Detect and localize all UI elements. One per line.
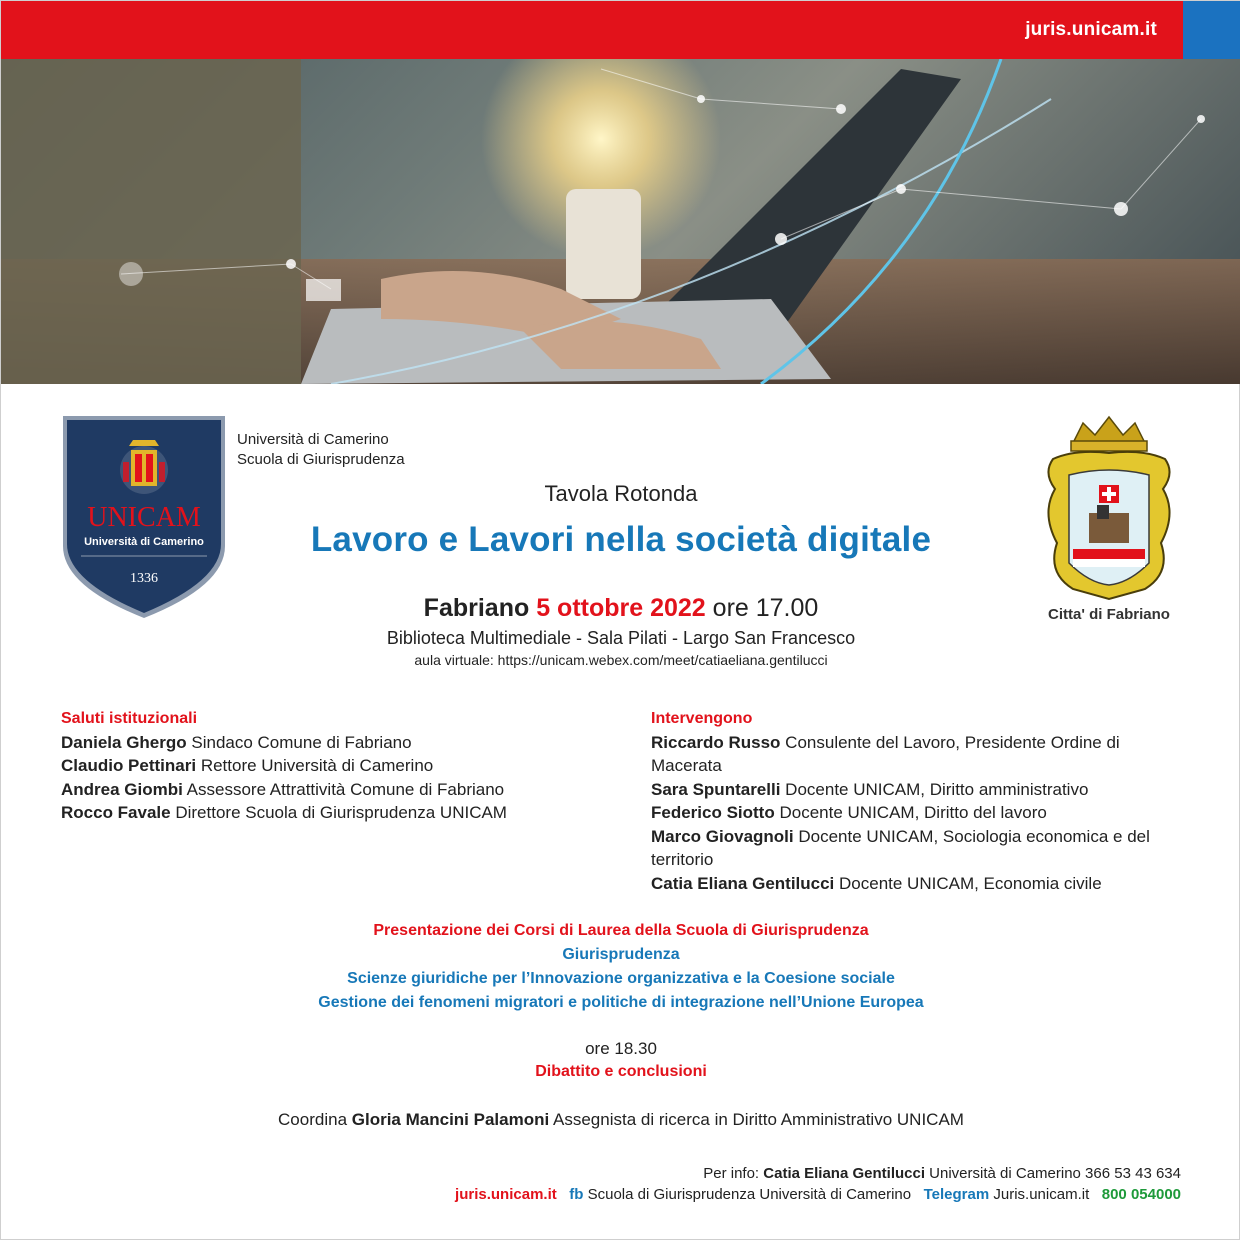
unicam-logo xyxy=(63,416,225,618)
info-prefix: Per info: xyxy=(703,1165,760,1182)
list-item xyxy=(61,731,621,755)
person-role: Consulente del Lavoro, Presidente Ordine di Macerata xyxy=(651,732,1120,775)
event-dateline xyxy=(1,594,1240,623)
unicam-subtitle: Università di Camerino xyxy=(84,536,204,548)
crown-icon xyxy=(1071,417,1147,451)
info-line xyxy=(703,1165,1181,1182)
event-venue: Biblioteca Multimediale - Sala Pilati - Largo San Francesco xyxy=(386,628,856,648)
course-item: Gestione dei fenomeni migratori e politiche di integrazione nell’Unione Europea xyxy=(318,994,924,1011)
intervengono-section xyxy=(651,707,1151,895)
hero-image xyxy=(1,59,1240,384)
web-link[interactable]: juris.unicam.it xyxy=(455,1186,557,1203)
hero-illustration xyxy=(1,59,1240,384)
person-name: Catia Eliana Gentilucci xyxy=(651,873,835,893)
person-role: Docente UNICAM, Diritto del lavoro xyxy=(779,803,1047,822)
person-name: Claudio Pettinari xyxy=(61,756,197,775)
coordinator-line xyxy=(1,1110,1240,1130)
person-name: Rocco Favale xyxy=(61,803,171,822)
institution-line-1: Università di Camerino xyxy=(237,431,389,448)
list-item xyxy=(651,731,1151,778)
telegram-link[interactable]: Juris.unicam.it xyxy=(993,1186,1090,1203)
info-contact: Università di Camerino 366 53 43 634 xyxy=(929,1165,1181,1182)
person-role: Rettore Università di Camerino xyxy=(200,756,434,775)
coordinator-prefix: Coordina xyxy=(278,1110,348,1129)
course-item: Giurisprudenza xyxy=(562,946,680,963)
unicam-wordmark: UNICAM xyxy=(87,502,201,533)
coordinator-name: Gloria Mancini Palamoni xyxy=(351,1110,550,1129)
event-title: Lavoro e Lavori nella società digitale xyxy=(310,520,932,559)
list-item xyxy=(61,801,621,825)
closing-time: ore 18.30 xyxy=(585,1039,657,1058)
person-name: Riccardo Russo xyxy=(651,732,781,752)
facebook-label: fb xyxy=(569,1186,584,1203)
fabriano-caption: Citta' di Fabriano xyxy=(1048,606,1170,623)
list-item xyxy=(651,801,1151,825)
person-role: Sindaco Comune di Fabriano xyxy=(191,732,412,752)
top-blue-block xyxy=(1183,1,1240,59)
institution-line-2: Scuola di Giurisprudenza xyxy=(237,451,405,468)
event-kind: Tavola Rotonda xyxy=(544,481,698,506)
person-name: Andrea Giombi xyxy=(61,779,183,799)
list-item xyxy=(651,872,1151,896)
facebook-link[interactable]: Scuola di Giurisprudenza Università di Camerino xyxy=(587,1186,912,1203)
person-role: Direttore Scuola di Giurisprudenza UNICAM xyxy=(175,803,507,822)
presentazione-heading: Presentazione dei Corsi di Laurea della Scuola di Giurisprudenza xyxy=(373,922,869,939)
fabriano-crest-logo xyxy=(1033,413,1185,623)
person-name: Sara Spuntarelli xyxy=(651,779,781,799)
saluti-section xyxy=(61,707,621,825)
phone-number: 800 054000 xyxy=(1101,1186,1181,1203)
list-item xyxy=(61,778,621,802)
contacts-line xyxy=(455,1186,1181,1203)
person-role: Assessore Attrattività Comune di Fabriano xyxy=(186,779,505,799)
event-date: 5 ottobre 2022 xyxy=(536,594,706,622)
top-red-bar xyxy=(1,1,1183,59)
institution-name xyxy=(237,430,405,470)
person-role: Docente UNICAM, Sociologia economica e del territorio xyxy=(651,826,1150,869)
person-role: Docente UNICAM, Economia civile xyxy=(839,873,1102,893)
list-item xyxy=(61,754,621,778)
coordinator-role: Assegnista di ricerca in Diritto Amministrativo UNICAM xyxy=(553,1110,964,1129)
event-time: ore 17.00 xyxy=(712,594,819,622)
person-name: Daniela Ghergo xyxy=(61,732,187,752)
closing-label: Dibattito e conclusioni xyxy=(535,1063,707,1080)
person-name: Marco Giovagnoli xyxy=(651,826,794,846)
saluti-heading: Saluti istituzionali xyxy=(61,710,198,727)
site-url-link[interactable]: juris.unicam.it xyxy=(1025,19,1157,40)
course-item: Scienze giuridiche per l’Innovazione organizzativa e la Coesione sociale xyxy=(347,970,895,987)
person-role: Docente UNICAM, Diritto amministrativo xyxy=(785,779,1089,799)
telegram-label: Telegram xyxy=(923,1186,990,1203)
virtual-room-link[interactable]: aula virtuale: https://unicam.webex.com/meet/catiaeliana.gentilucci xyxy=(414,652,828,668)
list-item xyxy=(651,778,1151,802)
person-name: Federico Siotto xyxy=(651,803,775,822)
presentazione-section xyxy=(1,919,1240,1015)
list-item xyxy=(651,825,1151,872)
intervengono-heading: Intervengono xyxy=(651,710,753,727)
event-city: Fabriano xyxy=(423,594,530,622)
info-name: Catia Eliana Gentilucci xyxy=(763,1165,925,1182)
unicam-year: 1336 xyxy=(130,571,158,586)
